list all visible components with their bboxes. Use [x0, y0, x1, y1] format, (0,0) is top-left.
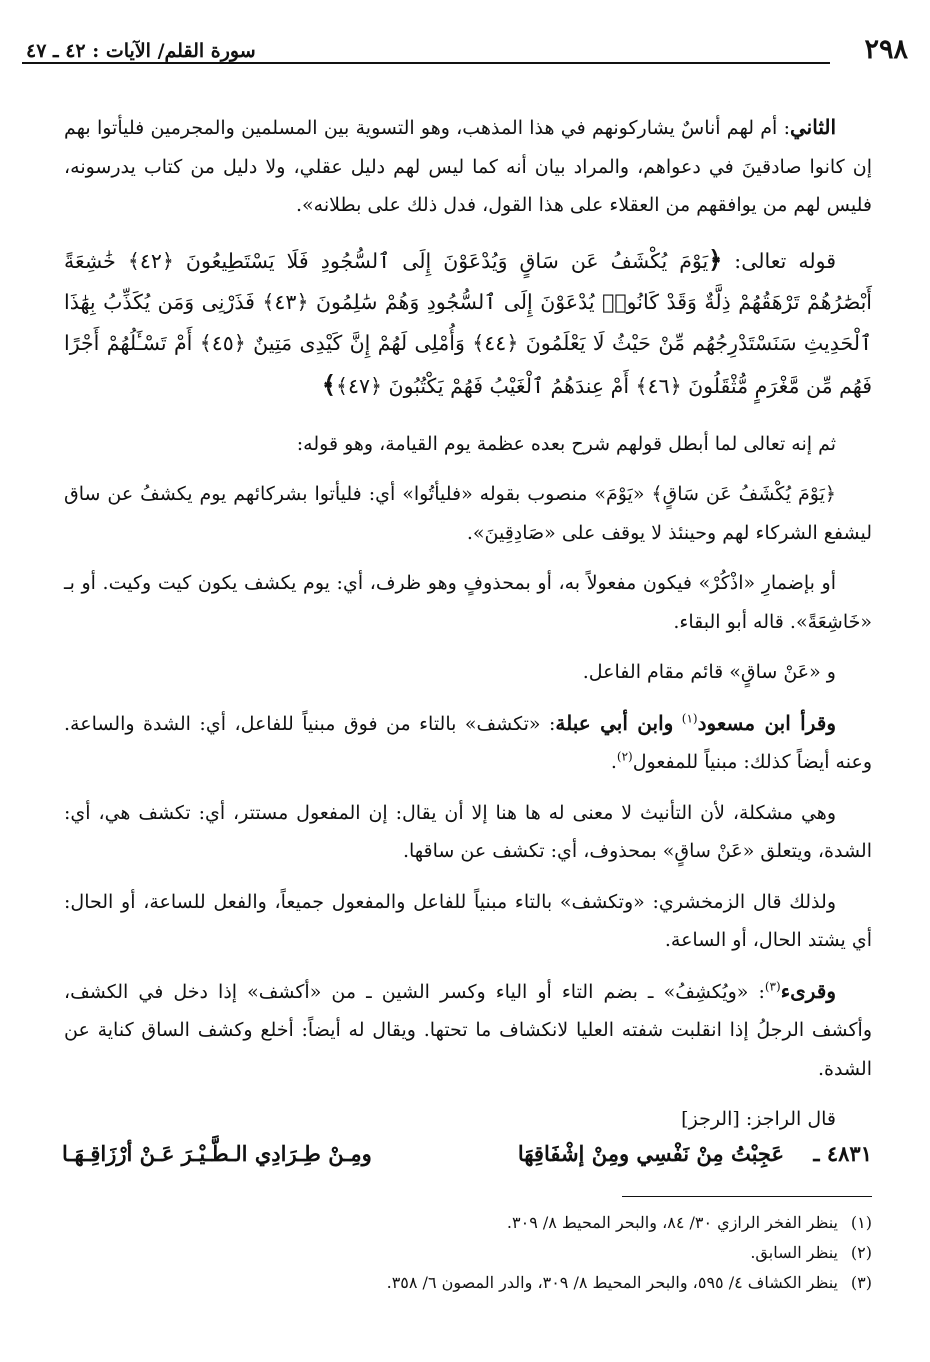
footnote-text: ينظر الفخر الرازي ٣٠/ ٨٤، والبحر المحيط ٨/ ٣٠٩.: [506, 1213, 838, 1232]
footnote: [64, 1208, 872, 1238]
main-text: [64, 108, 872, 1145]
quran-close-bracket: ﴾: [321, 369, 336, 399]
paragraph: وهي مشكلة، لأن التأنيث لا معنى له ها هنا إلا أن يقال: إن المفعول مستتر، أي: تكشف هي، أي: الشدة، ويتعلق «عَنْ ساقٍ» بمحذوف، أي: تكشف عن ساقها.: [64, 801, 872, 862]
footnote: [64, 1238, 872, 1268]
lead-word: وقرىء: [780, 978, 836, 1003]
paragraph-text: : «ويُكشِفُ» ـ بضم التاء أو الياء وكسر الشين ـ من «أكشف» إذا دخل في الكشف، وأكشف الرجلُ إذا انقلبت شفته العليا لانكشاف ما تحتها. ويقال له أيضاً: أخلع وكشف الساق كناية عن الشدة.: [64, 980, 872, 1080]
lead-phrase: وقرأ ابن مسعود: [697, 710, 836, 735]
paragraph: ثم إنه تعالى لما أبطل قولهم شرح بعده عظمة يوم القيامة، وهو قوله:: [296, 432, 836, 455]
poem-number: ٤٨٣١ ـ: [813, 1141, 872, 1166]
footnote-text: ينظر السابق.: [750, 1243, 838, 1262]
footnote-ref: (٢): [616, 749, 633, 764]
poem-hemistich-first: عَجِبْتُ مِنْ نَفْسِي ومِنْ إشْفَاقِهَا: [517, 1141, 784, 1166]
running-title: سورة القلم/ الآيات : ٤٢ ـ ٤٧: [22, 40, 256, 62]
paragraph-reading: [64, 972, 872, 1089]
footnote-number: (١): [850, 1213, 872, 1232]
lead-word: الثاني: [789, 115, 836, 139]
paragraph-readings: [64, 704, 872, 782]
paragraph: أو بإضمارِ «اذْكُرْ» فيكون مفعولاً به، أو بمحذوفٍ وهو ظرف، أي: يوم يكشف يكون كيت وكيت. أو بـ «خَاشِعَةً». قاله أبو البقاء.: [64, 572, 872, 633]
header-rule: [22, 62, 830, 64]
quran-text: يَوْمَ يُكْشَفُ عَن سَاقٍ وَيُدْعَوْنَ إِلَى ٱلسُّجُودِ فَلَا يَسْتَطِيعُونَ ﴿٤٢﴾ خَٰشِعَةً أَبْصَٰرُهُمْ تَرْهَقُهُمْ ذِلَّةٌ وَقَدْ كَانُوا۟ يُدْعَوْنَ إِلَى ٱلسُّجُودِ وَهُمْ سَٰلِمُونَ ﴿٤٣﴾ فَذَرْنِى وَمَن يُكَذِّبُ بِهَٰذَا ٱلْحَدِيثِ سَنَسْتَدْرِجُهُم مِّنْ حَيْثُ لَا يَعْلَمُونَ ﴿٤٤﴾ وَأُمْلِى لَهُمْ إِنَّ كَيْدِى مَتِينٌ ﴿٤٥﴾ أَمْ تَسْـَٔلُهُمْ أَجْرًا فَهُم مِّن مَّغْرَمٍ مُّثْقَلُونَ ﴿٤٦﴾ أَمْ عِندَهُمُ ٱلْغَيْبُ فَهُمْ يَكْتُبُونَ ﴿٤٧﴾: [64, 248, 873, 398]
footnote: [64, 1268, 872, 1298]
poem-hemistich-second: ومِـنْ طِـرَادِي الـطَّـيْـرَ عَـنْ أرْزَاقِـهَـا: [62, 1141, 372, 1166]
poem-intro: قال الراجز: [الرجز]: [681, 1108, 836, 1130]
page-header: [22, 30, 908, 70]
paragraph: و «عَنْ ساقٍ» قائم مقام الفاعل.: [582, 661, 836, 683]
footnote-rule: [622, 1196, 872, 1197]
paragraph-text: : «تكشف» بالتاء من فوق مبنياً للفاعل، أي: الشدة والساعة. وعنه أيضاً كذلك: مبنياً للمفعول: [64, 712, 872, 773]
footnotes: [64, 1208, 872, 1298]
quran-verses: [64, 239, 872, 407]
footnote-text: ينظر الكشاف ٤/ ٥٩٥، والبحر المحيط ٨/ ٣٠٩، والدر المصون ٦/ ٣٥٨.: [386, 1273, 838, 1292]
footnote-number: (٣): [850, 1273, 872, 1292]
page-number: ٢٩٨: [864, 34, 908, 65]
footnote-ref: (١): [681, 711, 698, 726]
paragraph-text: : أم لهم أناسٌ يشاركونهم في هذا المذهب، وهو التسوية بين المسلمين والمجرمين فليأتوا بهم إن كانوا صادقينَ في دعواهم، والمراد بيان أنه كما ليس لهم دليل عقلي، ولا دليل من كتاب يدرسونه، فليس لهم من يوافقهم من العقلاء على هذا القول، فدل ذلك على بطلانه».: [64, 117, 872, 216]
poem-line: [60, 1141, 872, 1187]
paragraph-second-point: [64, 108, 872, 225]
quran-intro: قوله تعالى:: [734, 248, 836, 273]
paragraph-end: .: [610, 751, 617, 773]
paragraph: ولذلك قال الزمخشري: «وتكشف» بالتاء مبنياً للفاعل والمفعول جميعاً، والفعل للساعة، أو الحال: أي يشتد الحال، أو الساعة.: [64, 890, 872, 951]
paragraph: ﴿يَوْمَ يُكْشَفُ عَن سَاقٍ﴾ «يَوْمَ» منصوب بقوله «فليأتُوا» أي: فليأتوا بشركائهم يوم يكشفُ عن ساق ليشفع الشركاء لهم وحينئذ لا يوقف على «صَادِقِينَ».: [64, 483, 872, 544]
quran-open-bracket: ﴿: [708, 244, 723, 274]
footnote-ref: (٣): [764, 979, 781, 994]
footnote-number: (٢): [850, 1243, 872, 1262]
lead-phrase: وابن أبي عبلة: [555, 710, 674, 735]
